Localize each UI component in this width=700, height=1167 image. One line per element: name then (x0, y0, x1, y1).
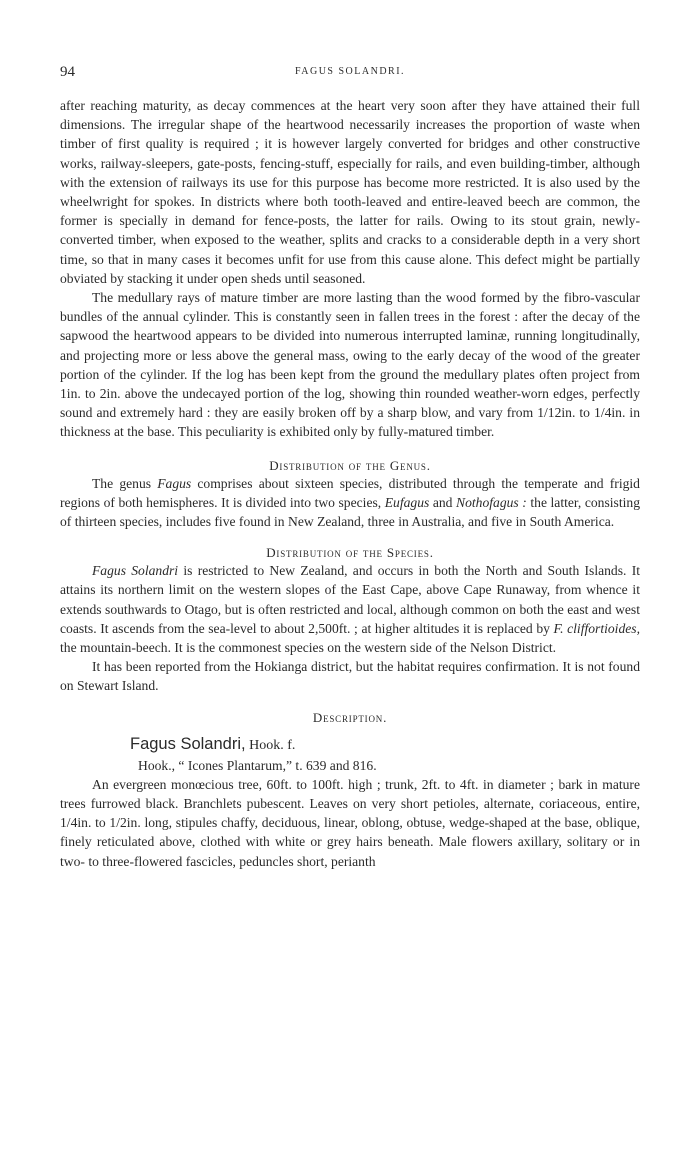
text-block (60, 96, 640, 871)
species-distribution-heading: Distribution of the Species. (266, 545, 434, 561)
species-authority: Hook. f. (245, 737, 296, 753)
hokianga-paragraph: It has been reported from the Hokianga district, but the habitat requires confirmation. It is not found on Stewart Island. (60, 659, 640, 694)
genus-distribution-heading: Distribution of the Genus. (269, 457, 431, 473)
page-number: 94 (60, 64, 75, 80)
running-title: FAGUS SOLANDRI. (294, 66, 406, 77)
description-paragraph: An evergreen monœcious tree, 60ft. to 100ft. high ; trunk, 2ft. to 4ft. in diameter ; bark in mature trees furrowed black. Branchlets pubescent. Leaves on very short petioles, alternate, coriaceous, entire, 1/4in. to 1/2in. long, stipules chaffy, deciduous, linear, oblong, obtuse, wedge-shaped at the base, oblique, finely reticulated above, clothed with white or grey hairs beneath. Male flowers axillary, solitary or in two- to three-flowered fascicles, peduncles short, perianth (60, 776, 640, 869)
subgenus-nothofagus: Nothofagus : (456, 494, 527, 510)
subgenus-eufagus: Eufagus (384, 494, 430, 510)
description-heading: Description. (312, 709, 388, 725)
running-head (60, 64, 640, 84)
species-title (130, 734, 640, 756)
genus-name: Fagus (157, 475, 192, 491)
species-name-italic: Fagus Solandri (92, 563, 179, 579)
timber-use-paragraph: after reaching maturity, as decay commences at the heart very soon after they have attained their full dimensions. The irregular shape of the heartwood necessarily increases the proportion of waste when timber of first quality is required ; it is however largely converted for bridges and other constructive works, railway-sleepers, gate-posts, fencing-stuff, especially for rails, and even building-timber, although with the extension of railways its use for this purpose has become more restricted. It is also used by the wheelwright for spokes. In districts where both tooth-leaved and entire-leaved beech are common, the former is specially in demand for fence-posts, the latter for rails. Owing to its stout grain, newly-converted timber, when exposed to the weather, splits and cracks to a considerable depth in a very short time, so that in many cases it becomes unfit for use from this cause alone. This defect might be partially obviated by stacking it under open sheds until seasoned. (60, 98, 640, 286)
species-range-paragraph: Fagus Solandri is restricted to New Zealand, and occurs in both the North and South Islands. It attains its northern limit on the western slopes of the East Cape, above Cape Runaway, from whence it extends southwards to Otago, but is often restricted and local, although common on both the east and west coasts. It ascends from the sea-level to about 2,500ft. ; at higher altitudes it is replaced by F. cliffortioides, the mountain-beech. It is the commonest species on the western side of the Nelson District. (60, 563, 640, 656)
genus-distribution-paragraph: The genus Fagus comprises about sixteen species, distributed through the temperate and frigid regions of both hemispheres. It is divided into two species, Eufagus and Nothofagus : the latter, consisting of thirteen species, includes five found in New Zealand, three in Australia, and five in South America. (60, 475, 640, 530)
related-species-name: F. cliffortioides, (553, 620, 640, 636)
medullary-rays-paragraph: The medullary rays of mature timber are more lasting than the wood formed by the fibro-vascular bundles of the annual cylinder. This is constantly seen in fallen trees in the forest : after the decay of the sapwood the heartwood appears to be divided into numerous interrupted laminæ, running longitudinally, and projecting more or less above the general mass, owing to the early decay of the wood of the greater portion of the cylinder. If the log has been kept from the ground the medullary plates often project from 1in. to 2in. above the undecayed portion of the log, showing thin rounded weather-worn edges, perfectly sound and extremely hard : they are easily broken off by a sharp blow, and vary from 1/12in. to 1/4in. in thickness at the base. This peculiarity is exhibited only by fully-matured timber. (60, 290, 640, 440)
species-title-name: Fagus Solandri, (130, 734, 246, 753)
literature-reference: Hook., “ Icones Plantarum,” t. 639 and 816. (138, 757, 377, 773)
